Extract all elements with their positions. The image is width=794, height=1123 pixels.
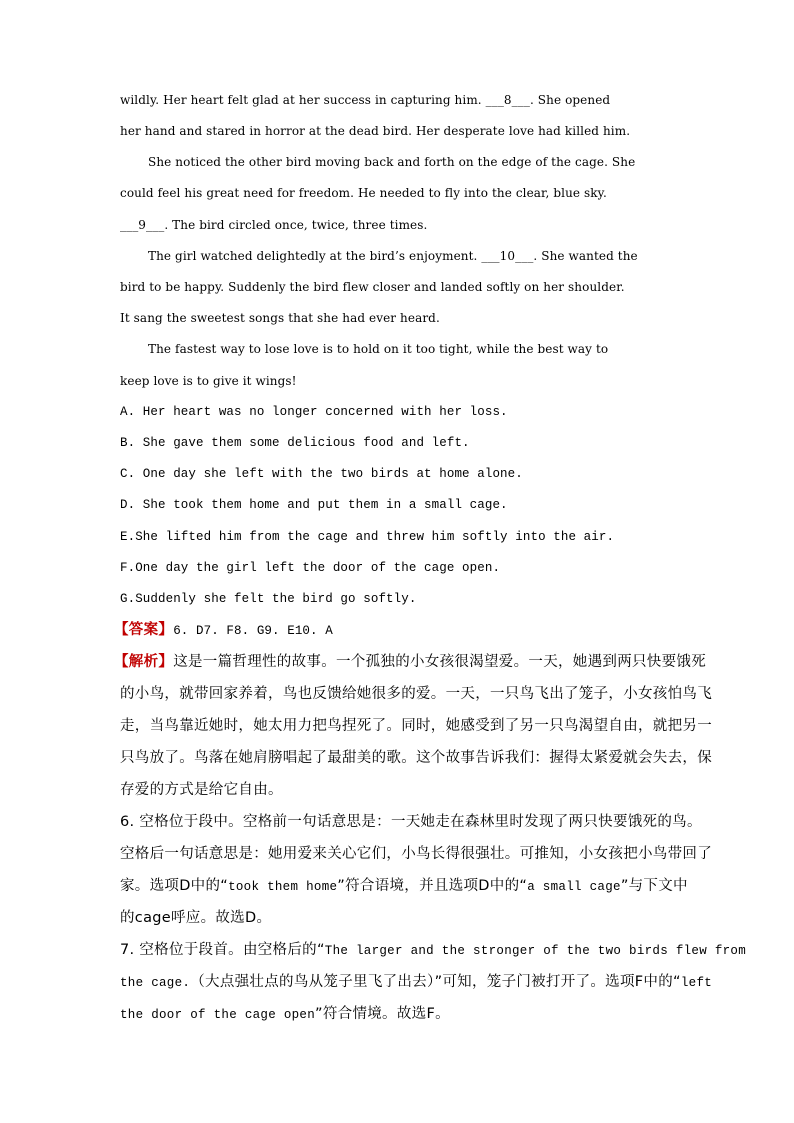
analysis-label: 【解析】 bbox=[114, 654, 174, 670]
text-run: ”符合情境。故选F。 bbox=[315, 1006, 450, 1022]
quote-run: the cage. bbox=[120, 976, 191, 990]
passage-line: bird to be happy. Suddenly the bird flew closer and landed softly on her shoulder. bbox=[120, 280, 625, 294]
analysis-text: 这是一篇哲理性的故事。一个孤独的小女孩很渴望爱。一天，她遇到两只快要饿死 bbox=[173, 654, 706, 670]
option-b: B. She gave them some delicious food and left. bbox=[120, 436, 470, 450]
passage-line: She noticed the other bird moving back and forth on the edge of the cage. She bbox=[148, 155, 636, 169]
analysis-line: 只鸟放了。鸟落在她肩膀唱起了最甜美的歌。这个故事告诉我们：握得太紧爱就会失去，保 bbox=[120, 750, 712, 766]
text-run: ”符合语境，并且选项D中的“ bbox=[337, 878, 528, 894]
quote-run: took them home bbox=[228, 880, 338, 894]
explanation-6-line: 空格后一句话意思是：她用爱来关心它们，小鸟长得很强壮。可推知，小女孩把小鸟带回了 bbox=[120, 846, 712, 862]
quote-run: a small cage bbox=[527, 880, 621, 894]
explanation-6-line: 的cage呼应。故选D。 bbox=[120, 910, 272, 926]
option-f: F.One day the girl left the door of the cage open. bbox=[120, 561, 501, 575]
passage-line: keep love is to give it wings! bbox=[120, 374, 297, 388]
text-run: （大点强壮点的鸟从笼子里飞了出去）”可知，笼子门被打开了。选项F中的“ bbox=[190, 974, 681, 990]
passage-line: could feel his great need for freedom. He needed to fly into the clear, blue sky. bbox=[120, 186, 607, 200]
text-run: 7. 空格位于段首。由空格后的“ bbox=[120, 942, 325, 958]
passage-line: ___9___. The bird circled once, twice, three times. bbox=[120, 218, 428, 232]
quote-run: left bbox=[680, 976, 713, 990]
quote-run: The larger and the stronger of the two birds flew from bbox=[324, 944, 747, 958]
text-run: ”与下文中 bbox=[620, 878, 688, 894]
analysis-line: 存爱的方式是给它自由。 bbox=[120, 782, 283, 798]
explanation-7-line bbox=[120, 972, 713, 992]
option-d: D. She took them home and put them in a small cage. bbox=[120, 498, 508, 512]
option-a: A. Her heart was no longer concerned with her loss. bbox=[120, 405, 508, 419]
answer-line bbox=[114, 620, 676, 640]
passage-line: The girl watched delightedly at the bird’s enjoyment. ___10___. She wanted the bbox=[148, 249, 638, 263]
option-c: C. One day she left with the two birds at home alone. bbox=[120, 467, 523, 481]
answer-text: 6. D7. F8. G9. E10. A bbox=[173, 624, 333, 638]
quote-run: the door of the cage open bbox=[120, 1008, 316, 1022]
text-run: 家。选项D中的“ bbox=[120, 878, 229, 894]
explanation-7-line bbox=[120, 940, 747, 960]
passage-line: wildly. Her heart felt glad at her success in capturing him. ___8___. She opened bbox=[120, 93, 611, 107]
analysis-line bbox=[114, 652, 706, 672]
explanation-7-line bbox=[120, 1004, 676, 1024]
passage-line: It sang the sweetest songs that she had ever heard. bbox=[120, 311, 440, 325]
option-e: E.She lifted him from the cage and threw him softly into the air. bbox=[120, 530, 615, 544]
explanation-6-line: 6. 空格位于段中。空格前一句话意思是：一天她走在森林里时发现了两只快要饿死的鸟。 bbox=[120, 814, 702, 830]
passage-line: her hand and stared in horror at the dead bird. Her desperate love had killed him. bbox=[120, 124, 631, 138]
option-g: G.Suddenly she felt the bird go softly. bbox=[120, 592, 417, 606]
analysis-line: 的小鸟，就带回家养着，鸟也反馈给她很多的爱。一天，一只鸟飞出了笼子，小女孩怕鸟飞 bbox=[120, 686, 712, 702]
explanation-6-line bbox=[120, 876, 688, 896]
passage-line: The fastest way to lose love is to hold on it too tight, while the best way to bbox=[148, 342, 609, 356]
analysis-line: 走，当鸟靠近她时，她太用力把鸟捏死了。同时，她感受到了另一只鸟渴望自由，就把另一 bbox=[120, 718, 712, 734]
answer-label: 【答案】 bbox=[114, 622, 174, 638]
